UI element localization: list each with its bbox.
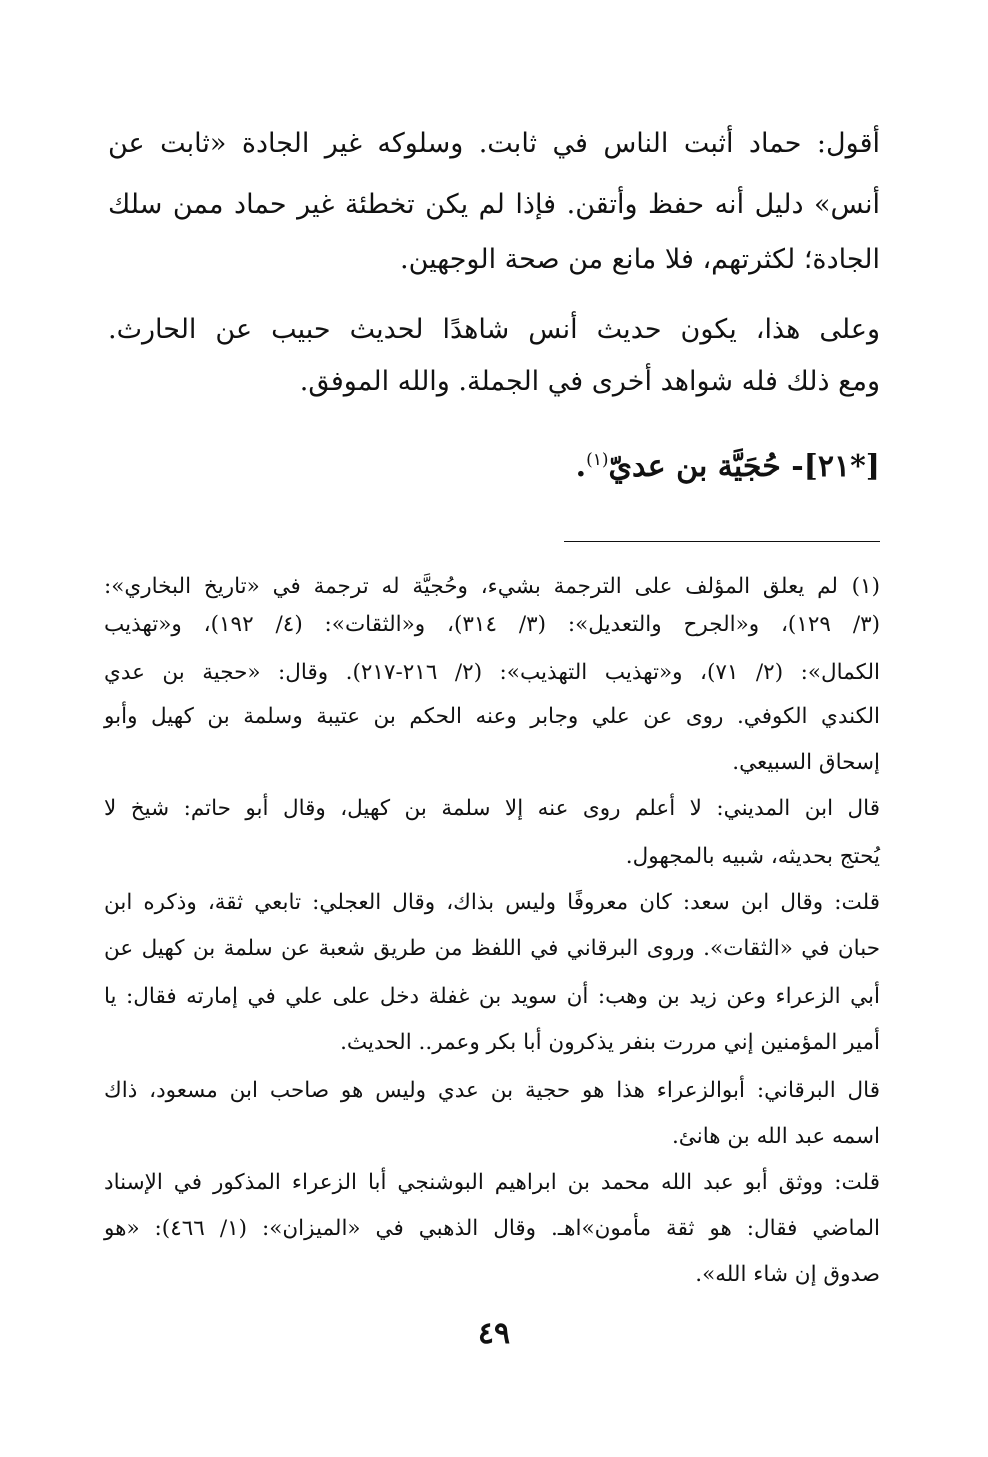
footnote-line-1: لم يعلق المؤلف على الترجمة بشيء، وحُجيَّة له ترجمة في «تاريخ البخاري»:: [104, 574, 838, 599]
footnote-line-2: (٣/ ١٢٩)، و«الجرح والتعديل»: (٣/ ٣١٤)، و«الثقات»: (٤/ ١٩٢)، و«تهذيب: [104, 612, 881, 637]
footnote-line-16: صدوق إن شاء الله».: [695, 1262, 880, 1287]
entry-heading: [576, 438, 880, 489]
footnote-line-7: يُحتج بحديثه، شبيه بالمجهول.: [625, 844, 880, 869]
footnote-line-15: الماضي فقال: هو ثقة مأمون»اهـ. وقال الذهبي في «الميزان»: (١/ ٤٦٦): «هو: [104, 1216, 880, 1241]
body-line-5: ومع ذلك فله شواهد أخرى في الجملة. والله الموفق.: [299, 366, 880, 397]
footnote-line-13: اسمه عبد الله بن هانئ.: [671, 1124, 880, 1149]
body-line-4: وعلى هذا، يكون حديث أنس شاهدًا لحديث حبيب عن الحارث.: [108, 314, 880, 345]
body-line-3: الجادة؛ لكثرتهم، فلا مانع من صحة الوجهين.: [400, 244, 880, 275]
footnote-number: (١): [851, 574, 880, 599]
footnote-line-9: حبان في «الثقات». وروى البرقاني في اللفظ من طريق شعبة عن سلمة بن كهيل عن: [104, 936, 880, 961]
footnote-line-14: قلت: ووثق أبو عبد الله محمد بن ابراهيم البوشنجي أبا الزعراء المذكور في الإسناد: [104, 1170, 880, 1195]
footnote-line-10: أبي الزعراء وعن زيد بن وهب: أن سويد بن غفلة دخل على علي في إمارته فقال: يا: [104, 984, 880, 1009]
footnote-line-5: إسحاق السبيعي.: [732, 750, 880, 775]
footnote-line-4: الكندي الكوفي. روى عن علي وجابر وعنه الحكم بن عتيبة وسلمة بن كهيل وأبو: [104, 704, 880, 729]
footnote-line-11: أمير المؤمنين إني مررت بنفر يذكرون أبا بكر وعمر.. الحديث.: [340, 1030, 880, 1055]
body-line-2: أنس» دليل أنه حفظ وأتقن. فإذا لم يكن تخطئة غير حماد ممن سلك: [108, 189, 880, 220]
body-line-1: أقول: حماد أثبت الناس في ثابت. وسلوكه غير الجادة «ثابت عن: [108, 128, 880, 159]
footnote-line-8: قلت: وقال ابن سعد: كان معروفًا وليس بذاك، وقال العجلي: تابعي ثقة، وذكره ابن: [104, 890, 880, 915]
footnote-separator: [564, 541, 880, 542]
footnote-reference: (١): [586, 450, 609, 470]
footnote-line-12: قال البرقاني: أبوالزعراء هذا هو حجية بن عدي وليس هو صاحب ابن مسعود، ذاك: [104, 1078, 880, 1103]
page-number: ٤٩: [477, 1316, 511, 1351]
footnote-line-6: قال ابن المديني: لا أعلم روى عنه إلا سلمة بن كهيل، وقال أبو حاتم: شيخ لا: [104, 796, 880, 821]
footnote-line-3: الكمال»: (٢/ ٧١)، و«تهذيب التهذيب»: (٢/ ٢١٦-٢١٧). وقال: «حجية بن عدي: [104, 660, 880, 685]
entry-heading-label: [*٢١]- حُجَيَّة بن عديّ: [608, 449, 880, 484]
entry-heading-end: .: [575, 449, 587, 484]
